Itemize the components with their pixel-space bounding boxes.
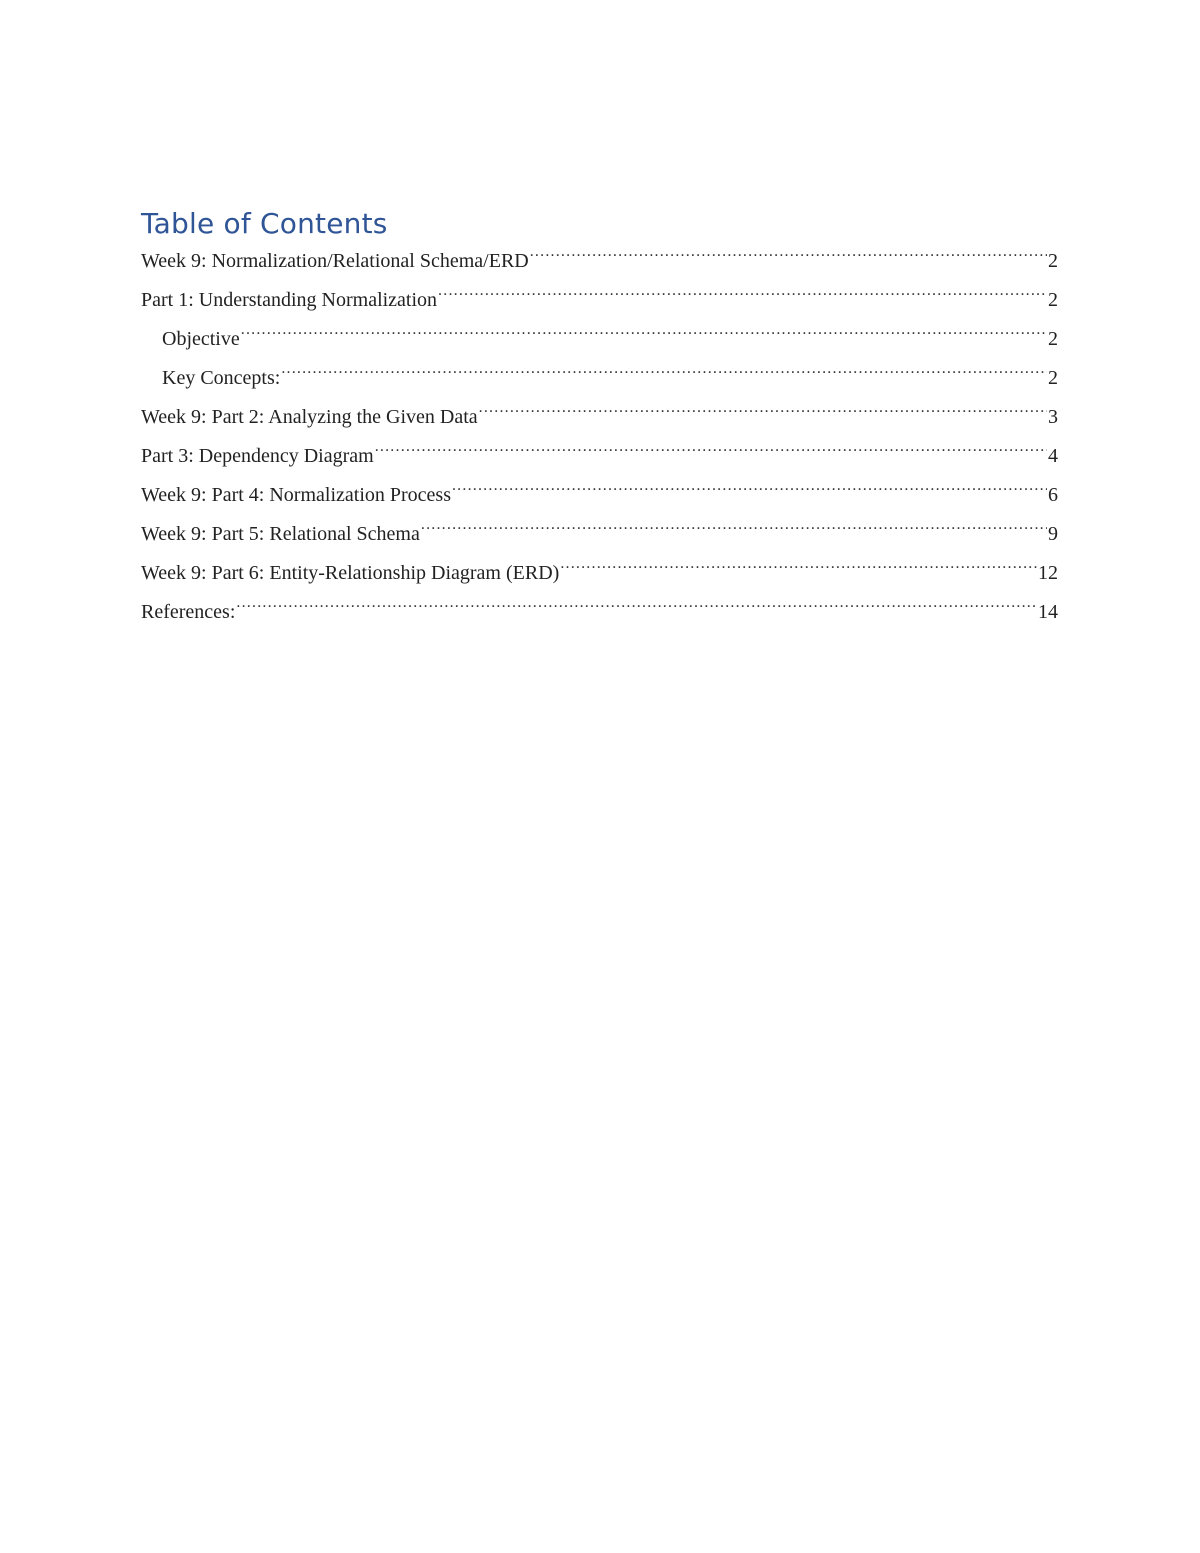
toc-entry-text: Week 9: Normalization/Relational Schema/ERD [141,250,529,272]
toc-dot-leader [421,520,1047,540]
toc-dot-leader [452,481,1047,501]
toc-page-number: 3 [1048,406,1058,428]
toc-dot-leader [375,442,1047,462]
toc-entry[interactable] [141,558,1058,597]
toc-entry[interactable] [141,441,1058,480]
toc-dot-leader [241,325,1047,345]
toc-page-number: 12 [1038,562,1058,584]
toc-entry-text: Week 9: Part 6: Entity-Relationship Diagram (ERD) [141,562,560,584]
toc-dot-leader [281,364,1047,384]
toc-page-number: 2 [1048,289,1058,311]
toc-page-number: 2 [1048,367,1058,389]
toc-entry-text: Part 3: Dependency Diagram [141,445,374,467]
toc-dot-leader [438,286,1047,306]
toc-entry-text: Objective [162,328,240,350]
toc-dot-leader [530,247,1047,267]
toc-page-number: 6 [1048,484,1058,506]
toc-page-number: 2 [1048,328,1058,350]
toc-page-number: 9 [1048,523,1058,545]
toc-entry-text: Key Concepts: [162,367,281,389]
toc-entry[interactable] [141,363,1058,402]
toc-entry[interactable] [141,519,1058,558]
toc-page-number: 14 [1038,601,1058,623]
toc-dot-leader [479,403,1047,423]
toc-entry-text: Part 1: Understanding Normalization [141,289,438,311]
toc-dot-leader [236,598,1037,618]
toc-entry[interactable] [141,597,1058,636]
toc-page-number: 2 [1048,250,1058,272]
toc-page-number: 4 [1048,445,1058,467]
toc-entry[interactable] [141,480,1058,519]
toc-entry-text: References: [141,601,236,623]
toc-entry[interactable] [141,246,1058,285]
toc-entry-text: Week 9: Part 4: Normalization Process [141,484,451,506]
toc-entry-text: Week 9: Part 5: Relational Schema [141,523,420,545]
toc-entry[interactable] [141,285,1058,324]
toc-entry[interactable] [141,402,1058,441]
toc-title: Table of Contents [141,207,388,240]
toc-entry[interactable] [141,324,1058,363]
table-of-contents [141,204,1058,636]
toc-dot-leader [560,559,1037,579]
toc-entry-text: Week 9: Part 2: Analyzing the Given Data [141,406,478,428]
